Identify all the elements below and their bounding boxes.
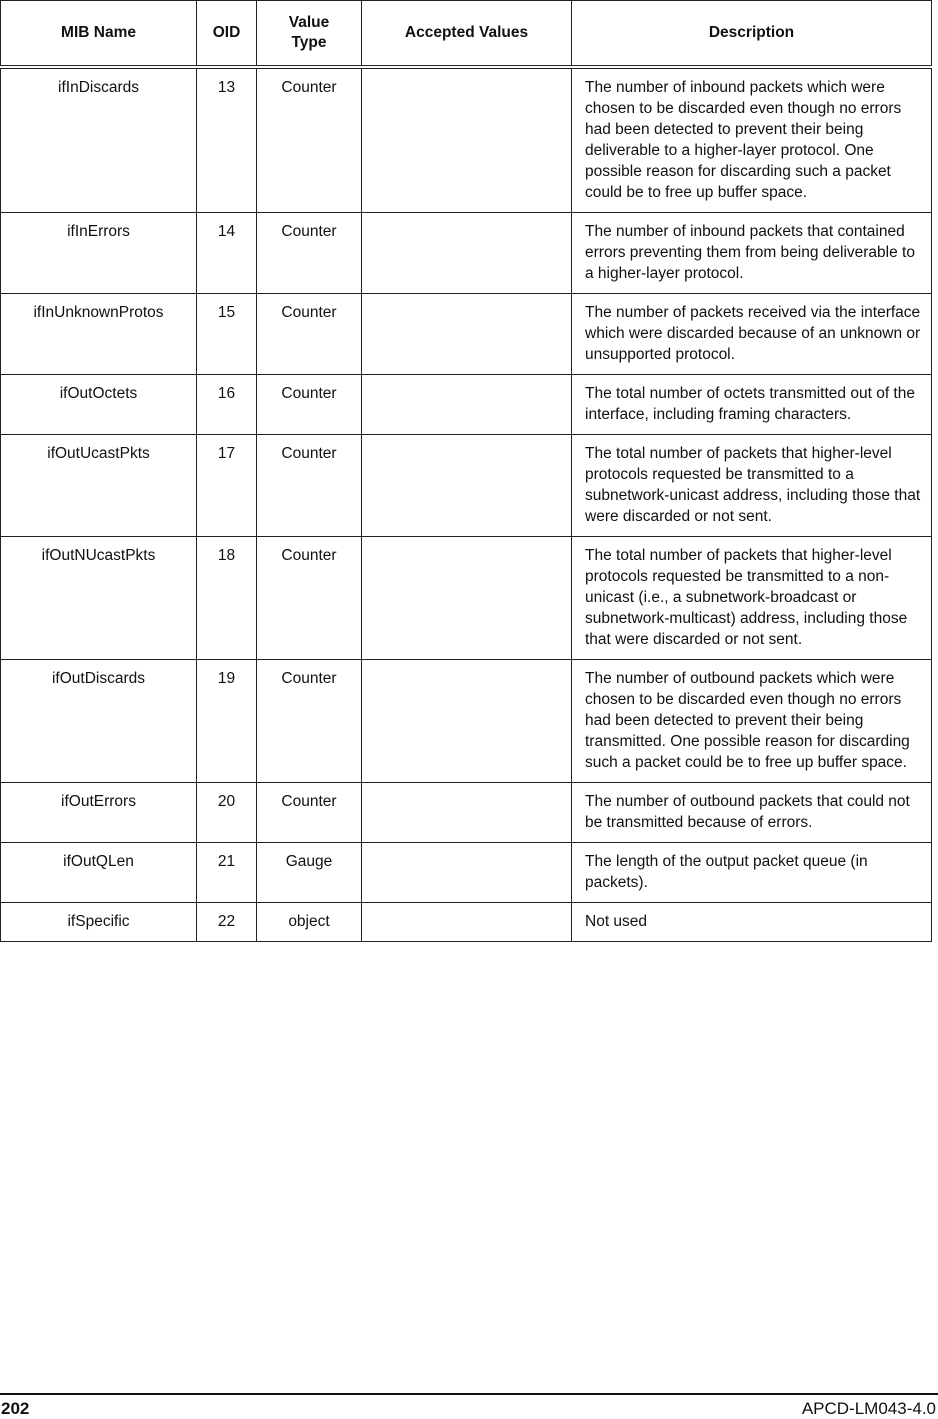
- table-row: [1, 843, 932, 903]
- value-type-cell: Gauge: [257, 843, 362, 903]
- value-type-cell: Counter: [257, 294, 362, 375]
- table-row: [1, 537, 932, 660]
- oid-cell: 15: [197, 294, 257, 375]
- accepted-values-cell: [362, 537, 572, 660]
- mib-name-cell: ifInUnknownProtos: [1, 294, 197, 375]
- table-row: [1, 67, 932, 213]
- mib-name-cell: ifOutQLen: [1, 843, 197, 903]
- oid-cell: 21: [197, 843, 257, 903]
- table-row: [1, 783, 932, 843]
- oid-cell: 20: [197, 783, 257, 843]
- table-body: [1, 67, 932, 942]
- value-type-cell: Counter: [257, 660, 362, 783]
- header-row: [1, 1, 932, 68]
- document-code: APCD-LM043-4.0: [801, 1399, 936, 1418]
- footer-divider: [0, 1393, 938, 1395]
- value-type-cell: object: [257, 903, 362, 942]
- accepted-values-cell: [362, 843, 572, 903]
- description-cell: Not used: [572, 903, 932, 942]
- value-type-cell: Counter: [257, 537, 362, 660]
- table-header: [1, 1, 932, 68]
- value-type-cell: Counter: [257, 67, 362, 213]
- description-cell: The number of outbound packets which were chosen to be discarded even though no errors had been detected to prevent their being transmitted. One possible reason for discarding such a packet could be to free up buffer space.: [572, 660, 932, 783]
- oid-cell: 18: [197, 537, 257, 660]
- accepted-values-cell: [362, 783, 572, 843]
- value-type-cell: Counter: [257, 435, 362, 537]
- header-value-type: Value Type: [257, 1, 362, 68]
- header-description: Description: [572, 1, 932, 68]
- description-cell: The total number of packets that higher-level protocols requested be transmitted to a subnetwork-unicast address, including those that were discarded or not sent.: [572, 435, 932, 537]
- accepted-values-cell: [362, 660, 572, 783]
- description-cell: The length of the output packet queue (in packets).: [572, 843, 932, 903]
- oid-cell: 19: [197, 660, 257, 783]
- oid-cell: 22: [197, 903, 257, 942]
- accepted-values-cell: [362, 294, 572, 375]
- oid-cell: 13: [197, 67, 257, 213]
- table-row: [1, 660, 932, 783]
- mib-name-cell: ifOutUcastPkts: [1, 435, 197, 537]
- description-cell: The total number of packets that higher-level protocols requested be transmitted to a non-unicast (i.e., a subnetwork-broadcast or subnetwork-multicast) address, including those that were discarded or not sent.: [572, 537, 932, 660]
- table-row: [1, 375, 932, 435]
- table-row: [1, 294, 932, 375]
- header-oid: OID: [197, 1, 257, 68]
- oid-cell: 16: [197, 375, 257, 435]
- oid-cell: 14: [197, 213, 257, 294]
- mib-name-cell: ifOutOctets: [1, 375, 197, 435]
- mib-name-cell: ifOutErrors: [1, 783, 197, 843]
- description-cell: The total number of octets transmitted out of the interface, including framing characters.: [572, 375, 932, 435]
- mib-name-cell: ifSpecific: [1, 903, 197, 942]
- mib-name-cell: ifInDiscards: [1, 67, 197, 213]
- accepted-values-cell: [362, 213, 572, 294]
- table-row: [1, 903, 932, 942]
- table-row: [1, 435, 932, 537]
- description-cell: The number of packets received via the interface which were discarded because of an unknown or unsupported protocol.: [572, 294, 932, 375]
- mib-name-cell: ifOutNUcastPkts: [1, 537, 197, 660]
- header-accepted-values: Accepted Values: [362, 1, 572, 68]
- value-type-cell: Counter: [257, 213, 362, 294]
- table-row: [1, 213, 932, 294]
- header-mib-name: MIB Name: [1, 1, 197, 68]
- accepted-values-cell: [362, 375, 572, 435]
- oid-cell: 17: [197, 435, 257, 537]
- description-cell: The number of outbound packets that could not be transmitted because of errors.: [572, 783, 932, 843]
- description-cell: The number of inbound packets that contained errors preventing them from being deliverable to a higher-layer protocol.: [572, 213, 932, 294]
- accepted-values-cell: [362, 903, 572, 942]
- value-type-cell: Counter: [257, 783, 362, 843]
- description-cell: The number of inbound packets which were chosen to be discarded even though no errors had been detected to prevent their being deliverable to a higher-layer protocol. One possible reason for discarding such a packet could be to free up buffer space.: [572, 67, 932, 213]
- mib-name-cell: ifOutDiscards: [1, 660, 197, 783]
- page-number: 202: [1, 1399, 30, 1418]
- value-type-cell: Counter: [257, 375, 362, 435]
- mib-name-cell: ifInErrors: [1, 213, 197, 294]
- accepted-values-cell: [362, 67, 572, 213]
- accepted-values-cell: [362, 435, 572, 537]
